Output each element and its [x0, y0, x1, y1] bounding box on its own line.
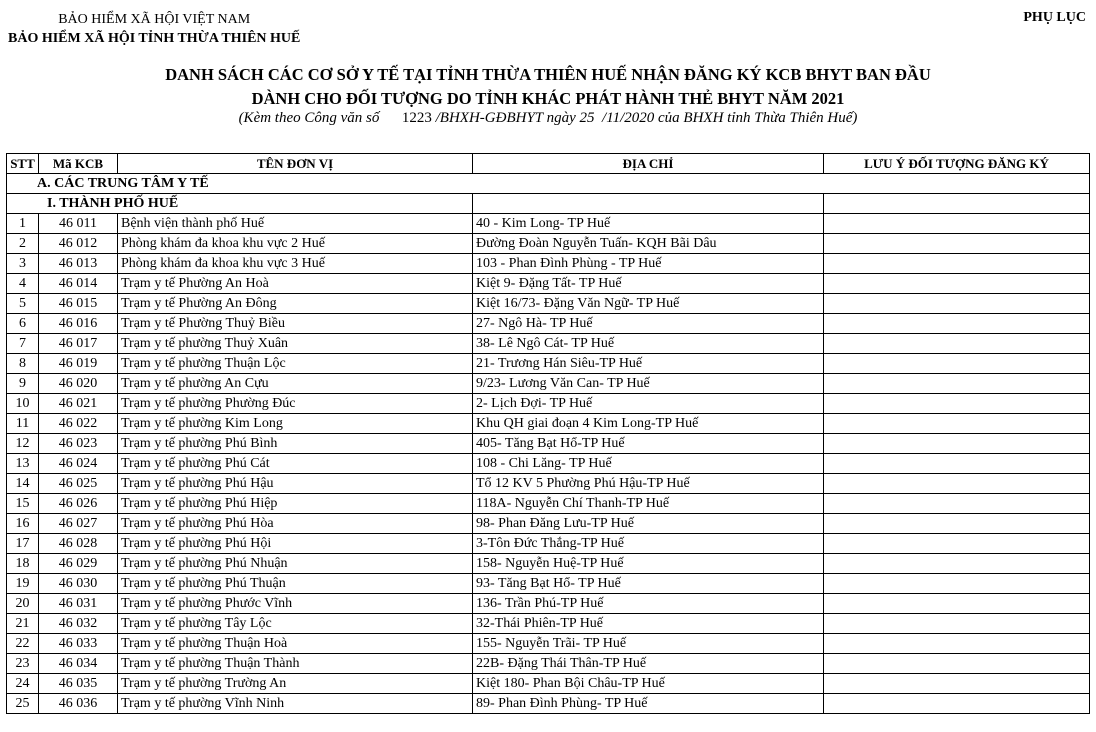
row-dia-chi: 21- Trương Hán Siêu-TP Huế: [473, 354, 824, 374]
table-header-row: [7, 154, 1090, 174]
document-subtitle: [0, 110, 1096, 127]
table-row: [7, 494, 1090, 514]
table-row: [7, 554, 1090, 574]
row-dia-chi: 38- Lê Ngô Cát- TP Huế: [473, 334, 824, 354]
row-dia-chi: 40 - Kim Long- TP Huế: [473, 214, 824, 234]
row-ten-don-vi: Trạm y tế phường Phú Hội: [118, 534, 473, 554]
row-ma-kcb: 46 034: [39, 654, 118, 674]
row-ten-don-vi: Trạm y tế phường Thuận Hoà: [118, 634, 473, 654]
row-ten-don-vi: Trạm y tế phường An Cựu: [118, 374, 473, 394]
row-ten-don-vi: Trạm y tế phường Trường An: [118, 674, 473, 694]
row-ma-kcb: 46 025: [39, 474, 118, 494]
row-dia-chi: 32-Thái Phiên-TP Huế: [473, 614, 824, 634]
row-dia-chi: 89- Phan Đình Phùng- TP Huế: [473, 694, 824, 714]
row-ma-kcb: 46 016: [39, 314, 118, 334]
table-row: [7, 314, 1090, 334]
table-row: [7, 354, 1090, 374]
row-luu-y: [824, 574, 1090, 594]
row-luu-y: [824, 554, 1090, 574]
row-ma-kcb: 46 035: [39, 674, 118, 694]
row-dia-chi: 118A- Nguyễn Chí Thanh-TP Huế: [473, 494, 824, 514]
row-stt: 21: [7, 614, 39, 634]
table-row: [7, 434, 1090, 454]
section-row: [7, 174, 1090, 194]
row-stt: 9: [7, 374, 39, 394]
subtitle-prefix: (Kèm theo Công văn số: [238, 110, 380, 126]
table-row: [7, 454, 1090, 474]
row-luu-y: [824, 514, 1090, 534]
row-ten-don-vi: Trạm y tế phường Phú Hiệp: [118, 494, 473, 514]
issuer-org: BẢO HIỂM XÃ HỘI TỈNH THỪA THIÊN HUẾ: [8, 31, 301, 46]
row-dia-chi: Tổ 12 KV 5 Phường Phú Hậu-TP Huế: [473, 474, 824, 494]
row-ten-don-vi: Trạm y tế Phường An Hoà: [118, 274, 473, 294]
row-ma-kcb: 46 030: [39, 574, 118, 594]
subsection-empty-cell: [824, 194, 1090, 214]
row-ten-don-vi: Trạm y tế phường Thuỷ Xuân: [118, 334, 473, 354]
table-row: [7, 254, 1090, 274]
row-dia-chi: 9/23- Lương Văn Can- TP Huế: [473, 374, 824, 394]
row-ten-don-vi: Trạm y tế phường Vĩnh Ninh: [118, 694, 473, 714]
row-ma-kcb: 46 036: [39, 694, 118, 714]
row-ten-don-vi: Trạm y tế phường Thuận Lộc: [118, 354, 473, 374]
document-title: [0, 63, 1096, 111]
title-line-1: DANH SÁCH CÁC CƠ SỞ Y TẾ TẠI TỈNH THỪA THIÊN HUẾ NHẬN ĐĂNG KÝ KCB BHYT BAN ĐẦU: [165, 65, 931, 84]
row-ten-don-vi: Trạm y tế phường Kim Long: [118, 414, 473, 434]
row-luu-y: [824, 634, 1090, 654]
table-row: [7, 614, 1090, 634]
row-dia-chi: Kiệt 9- Đặng Tất- TP Huế: [473, 274, 824, 294]
row-stt: 17: [7, 534, 39, 554]
subtitle-suffix: /11/2020 của BHXH tỉnh Thừa Thiên Huế): [602, 110, 858, 126]
row-ma-kcb: 46 017: [39, 334, 118, 354]
row-ten-don-vi: Trạm y tế Phường An Đông: [118, 294, 473, 314]
row-stt: 12: [7, 434, 39, 454]
row-dia-chi: Kiệt 16/73- Đặng Văn Ngữ- TP Huế: [473, 294, 824, 314]
header-ma-kcb: Mã KCB: [39, 154, 118, 174]
row-luu-y: [824, 294, 1090, 314]
row-luu-y: [824, 474, 1090, 494]
row-ten-don-vi: Trạm y tế phường Phú Thuận: [118, 574, 473, 594]
row-ma-kcb: 46 022: [39, 414, 118, 434]
row-dia-chi: 108 - Chi Lăng- TP Huế: [473, 454, 824, 474]
row-luu-y: [824, 614, 1090, 634]
table-row: [7, 674, 1090, 694]
table-row: [7, 214, 1090, 234]
row-stt: 1: [7, 214, 39, 234]
row-ten-don-vi: Phòng khám đa khoa khu vực 3 Huế: [118, 254, 473, 274]
row-stt: 2: [7, 234, 39, 254]
header-stt: STT: [7, 154, 39, 174]
row-ma-kcb: 46 031: [39, 594, 118, 614]
row-luu-y: [824, 434, 1090, 454]
row-ten-don-vi: Bệnh viện thành phố Huế: [118, 214, 473, 234]
table-row: [7, 574, 1090, 594]
subsection-empty-cell: [473, 194, 824, 214]
row-stt: 24: [7, 674, 39, 694]
row-luu-y: [824, 674, 1090, 694]
header-dia-chi: ĐỊA CHỈ: [473, 154, 824, 174]
table-row: [7, 394, 1090, 414]
row-ma-kcb: 46 023: [39, 434, 118, 454]
table-row: [7, 334, 1090, 354]
row-luu-y: [824, 334, 1090, 354]
row-dia-chi: 22B- Đặng Thái Thân-TP Huế: [473, 654, 824, 674]
row-stt: 5: [7, 294, 39, 314]
row-ma-kcb: 46 028: [39, 534, 118, 554]
facility-table: [6, 153, 1090, 714]
table-row: [7, 374, 1090, 394]
row-dia-chi: 405- Tăng Bạt Hổ-TP Huế: [473, 434, 824, 454]
row-stt: 19: [7, 574, 39, 594]
row-luu-y: [824, 534, 1090, 554]
issuer-parent-org: BẢO HIỂM XÃ HỘI VIỆT NAM: [58, 12, 251, 27]
row-luu-y: [824, 234, 1090, 254]
header-luu-y: LƯU Ý ĐỐI TƯỢNG ĐĂNG KÝ: [824, 154, 1090, 174]
row-luu-y: [824, 354, 1090, 374]
row-luu-y: [824, 394, 1090, 414]
row-luu-y: [824, 214, 1090, 234]
row-ten-don-vi: Trạm y tế phường Tây Lộc: [118, 614, 473, 634]
row-dia-chi: Khu QH giai đoạn 4 Kim Long-TP Huế: [473, 414, 824, 434]
row-dia-chi: 98- Phan Đăng Lưu-TP Huế: [473, 514, 824, 534]
table-row: [7, 294, 1090, 314]
table-row: [7, 234, 1090, 254]
row-ten-don-vi: Trạm y tế phường Thuận Thành: [118, 654, 473, 674]
row-ma-kcb: 46 019: [39, 354, 118, 374]
row-ten-don-vi: Trạm y tế phường Phú Hòa: [118, 514, 473, 534]
table-row: [7, 534, 1090, 554]
subtitle-mid: /BHXH-GĐBHYT ngày: [435, 110, 576, 126]
row-luu-y: [824, 594, 1090, 614]
row-ten-don-vi: Trạm y tế phường Phường Đúc: [118, 394, 473, 414]
row-ma-kcb: 46 015: [39, 294, 118, 314]
row-luu-y: [824, 494, 1090, 514]
row-dia-chi: 155- Nguyễn Trãi- TP Huế: [473, 634, 824, 654]
row-luu-y: [824, 374, 1090, 394]
row-dia-chi: Đường Đoàn Nguyễn Tuấn- KQH Bãi Dâu: [473, 234, 824, 254]
row-ma-kcb: 46 029: [39, 554, 118, 574]
table-row: [7, 414, 1090, 434]
row-ten-don-vi: Trạm y tế Phường Thuỷ Biều: [118, 314, 473, 334]
table-row: [7, 694, 1090, 714]
row-luu-y: [824, 414, 1090, 434]
row-ten-don-vi: Phòng khám đa khoa khu vực 2 Huế: [118, 234, 473, 254]
table-row: [7, 514, 1090, 534]
row-stt: 15: [7, 494, 39, 514]
row-ma-kcb: 46 012: [39, 234, 118, 254]
issuer-block: [8, 10, 300, 48]
row-stt: 13: [7, 454, 39, 474]
row-luu-y: [824, 694, 1090, 714]
row-stt: 14: [7, 474, 39, 494]
row-stt: 4: [7, 274, 39, 294]
row-luu-y: [824, 274, 1090, 294]
row-dia-chi: 3-Tôn Đức Thắng-TP Huế: [473, 534, 824, 554]
row-stt: 23: [7, 654, 39, 674]
section-title: A. CÁC TRUNG TÂM Y TẾ: [7, 174, 1090, 194]
subsection-row: [7, 194, 1090, 214]
table-row: [7, 594, 1090, 614]
row-dia-chi: 103 - Phan Đình Phùng - TP Huế: [473, 254, 824, 274]
row-stt: 16: [7, 514, 39, 534]
row-ma-kcb: 46 033: [39, 634, 118, 654]
table-row: [7, 474, 1090, 494]
row-luu-y: [824, 314, 1090, 334]
appendix-label: PHỤ LỤC: [1023, 10, 1086, 25]
row-stt: 7: [7, 334, 39, 354]
row-ten-don-vi: Trạm y tế phường Phước Vĩnh: [118, 594, 473, 614]
row-ma-kcb: 46 027: [39, 514, 118, 534]
row-dia-chi: 2- Lịch Đợi- TP Huế: [473, 394, 824, 414]
row-ma-kcb: 46 021: [39, 394, 118, 414]
row-dia-chi: 136- Trần Phú-TP Huế: [473, 594, 824, 614]
row-dia-chi: 158- Nguyễn Huệ-TP Huế: [473, 554, 824, 574]
document-day: 25: [579, 110, 595, 126]
row-ma-kcb: 46 026: [39, 494, 118, 514]
subsection-title: I. THÀNH PHỐ HUẾ: [7, 194, 473, 214]
table-row: [7, 654, 1090, 674]
header-ten-don-vi: TÊN ĐƠN VỊ: [118, 154, 473, 174]
row-stt: 3: [7, 254, 39, 274]
row-luu-y: [824, 254, 1090, 274]
title-line-2: DÀNH CHO ĐỐI TƯỢNG DO TỈNH KHÁC PHÁT HÀNH THẺ BHYT NĂM 2021: [251, 89, 845, 108]
row-luu-y: [824, 654, 1090, 674]
row-stt: 11: [7, 414, 39, 434]
row-ten-don-vi: Trạm y tế phường Phú Cát: [118, 454, 473, 474]
row-stt: 20: [7, 594, 39, 614]
row-ten-don-vi: Trạm y tế phường Phú Hậu: [118, 474, 473, 494]
row-stt: 18: [7, 554, 39, 574]
row-stt: 6: [7, 314, 39, 334]
row-stt: 10: [7, 394, 39, 414]
table-row: [7, 274, 1090, 294]
row-ten-don-vi: Trạm y tế phường Phú Bình: [118, 434, 473, 454]
table-row: [7, 634, 1090, 654]
row-luu-y: [824, 454, 1090, 474]
row-dia-chi: 27- Ngô Hà- TP Huế: [473, 314, 824, 334]
row-stt: 8: [7, 354, 39, 374]
row-ma-kcb: 46 024: [39, 454, 118, 474]
row-ma-kcb: 46 020: [39, 374, 118, 394]
row-stt: 22: [7, 634, 39, 654]
row-ten-don-vi: Trạm y tế phường Phú Nhuận: [118, 554, 473, 574]
row-dia-chi: 93- Tăng Bạt Hổ- TP Huế: [473, 574, 824, 594]
row-ma-kcb: 46 014: [39, 274, 118, 294]
row-ma-kcb: 46 032: [39, 614, 118, 634]
document-number: 1223: [401, 110, 432, 126]
row-ma-kcb: 46 011: [39, 214, 118, 234]
row-ma-kcb: 46 013: [39, 254, 118, 274]
row-stt: 25: [7, 694, 39, 714]
row-dia-chi: Kiệt 180- Phan Bội Châu-TP Huế: [473, 674, 824, 694]
